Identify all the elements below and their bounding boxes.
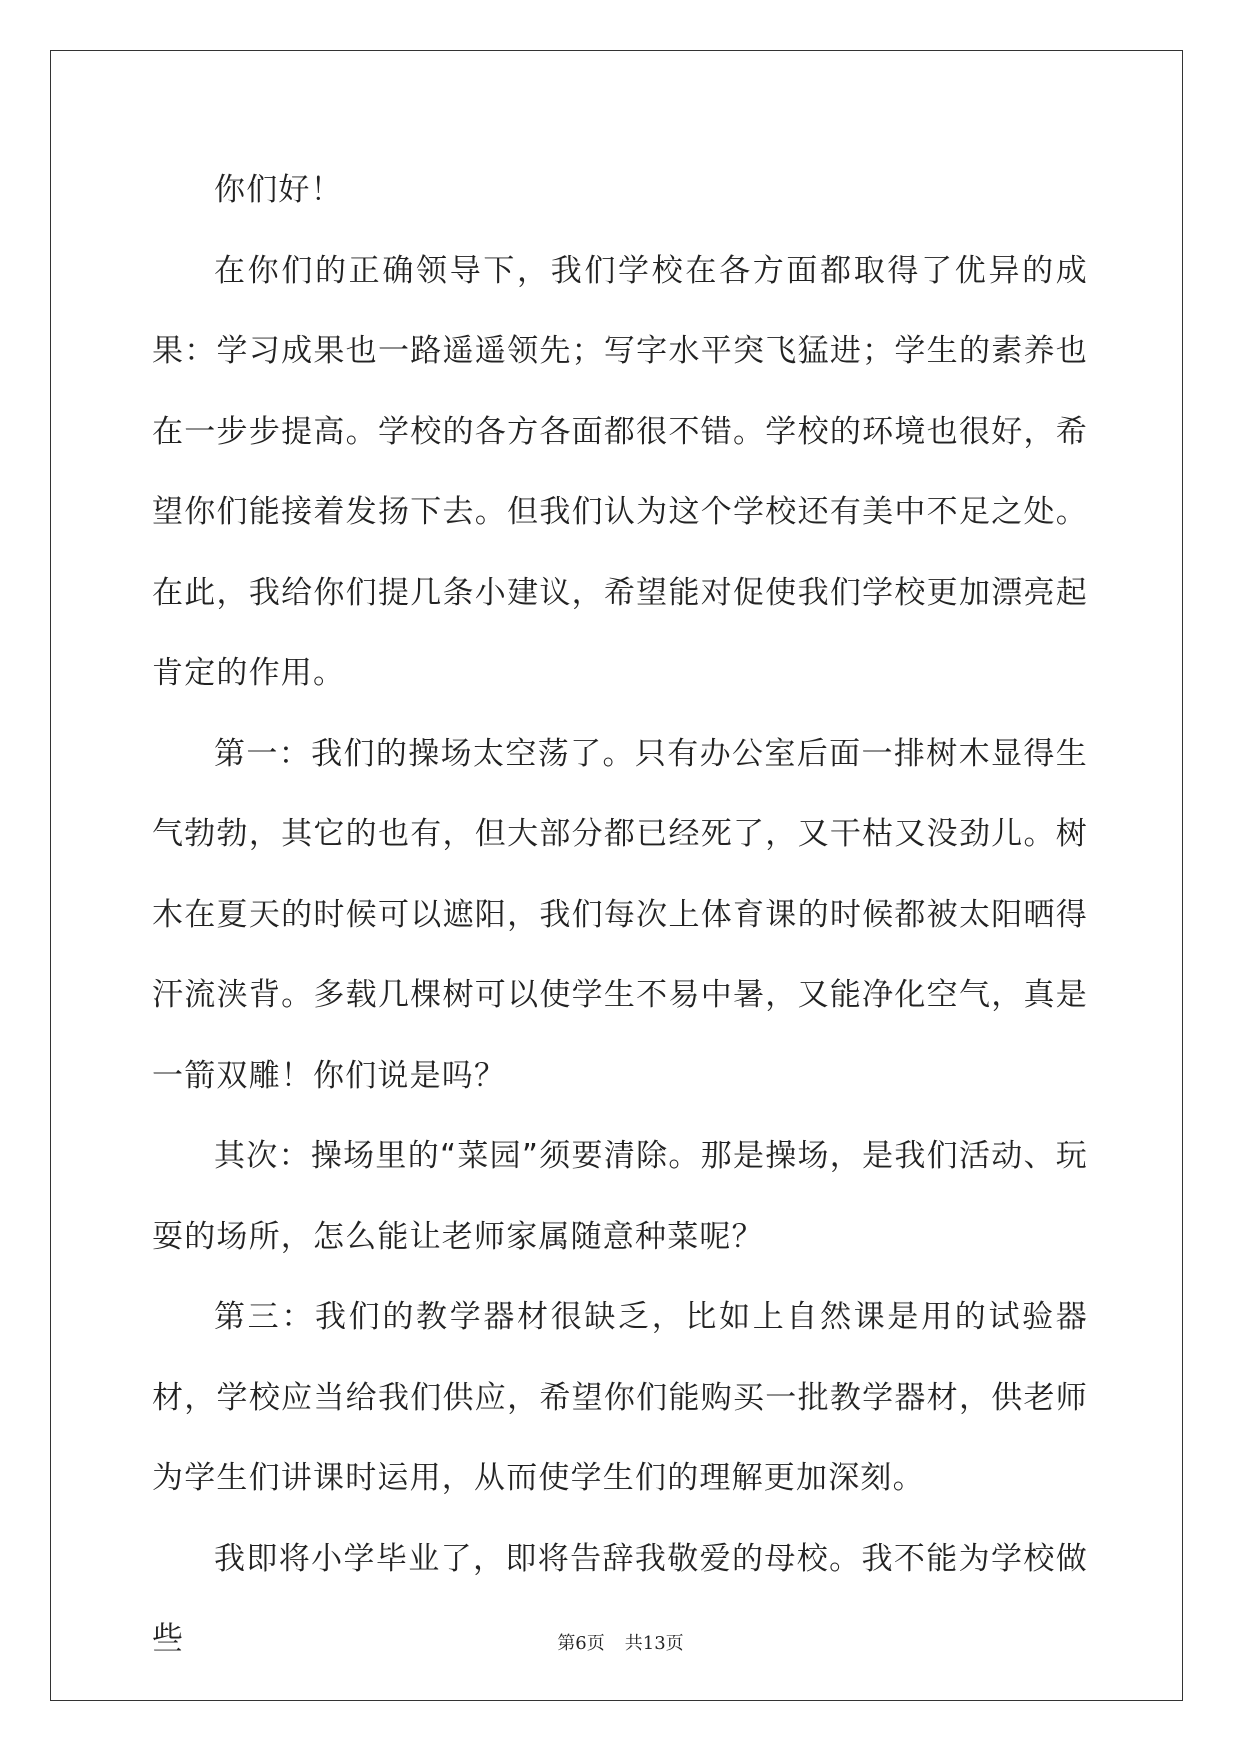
- paragraph-first-suggestion: 第一：我们的操场太空荡了。只有办公室后面一排树木显得生气勃勃，其它的也有，但大部分都已经死了，又干枯又没劲儿。树木在夏天的时候可以遮阳，我们每次上体育课的时候都被太阳晒得汗流浃背。多载几棵树可以使学生不易中暑，又能净化空气，真是一箭双雕！你们说是吗？: [152, 735, 1088, 1094]
- paragraph-intro: 在你们的正确领导下，我们学校在各方面都取得了优异的成果：学习成果也一路遥遥领先；写字水平突飞猛进；学生的素养也在一步步提高。学校的各方各面都很不错。学校的环境也很好，希望你们能接着发扬下去。但我们认为这个学校还有美中不足之处。在此，我给你们提几条小建议，希望能对促使我们学校更加漂亮起肯定的作用。: [152, 252, 1088, 691]
- paragraph-second-suggestion: 其次：操场里的“菜园”须要清除。那是操场，是我们活动、玩耍的场所，怎么能让老师家属随意种菜呢？: [152, 1138, 1088, 1255]
- page-footer: [0, 1629, 1241, 1655]
- paragraph-greeting: 你们好！: [214, 172, 343, 208]
- page-number: 第6页: [557, 1633, 605, 1654]
- page-total: 共13页: [624, 1633, 684, 1654]
- paragraph-third-suggestion: 第三：我们的教学器材很缺乏，比如上自然课是用的试验器材，学校应当给我们供应，希望你们能购买一批教学器材，供老师为学生们讲课时运用，从而使学生们的理解更加深刻。: [152, 1299, 1088, 1496]
- paragraph-closing: 我即将小学毕业了，即将告辞我敬爱的母校。我不能为学校做些: [152, 1540, 1088, 1657]
- document-body: [152, 150, 1088, 1680]
